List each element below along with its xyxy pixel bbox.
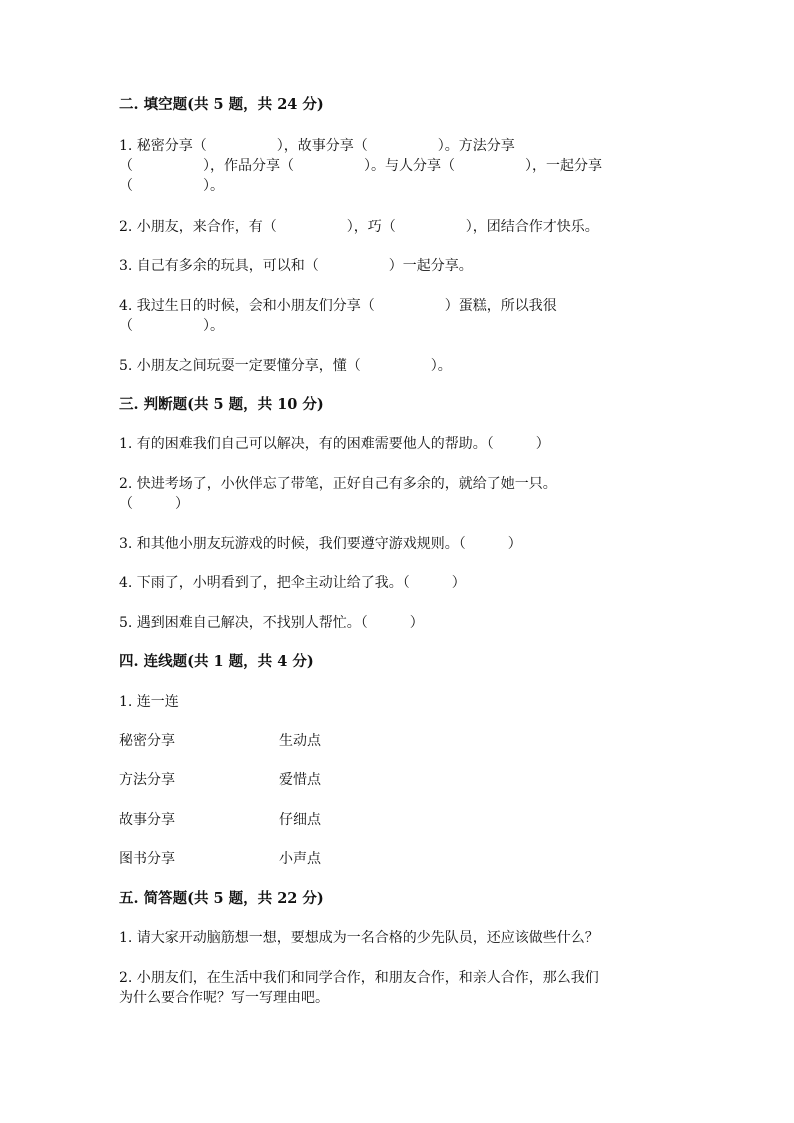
matching-right-item: 爱惜点 [279, 772, 321, 788]
matching-right-item: 生动点 [279, 733, 321, 749]
matching-right-item: 仔细点 [279, 812, 321, 828]
matching-row [119, 810, 519, 830]
question-line: 1. 秘密分享（ ），故事分享（ ）。方法分享 [119, 138, 515, 154]
matching-row [119, 770, 519, 790]
section-heading-matching: 四. 连线题(共 1 题，共 4 分) [119, 653, 314, 670]
question-line: 4. 下雨了，小明看到了，把伞主动让给了我。（ ） [119, 575, 466, 591]
question-line: 3. 自己有多余的玩具，可以和（ ）一起分享。 [119, 258, 473, 274]
question-line: （ ）。 [119, 318, 224, 334]
question-line: 2. 小朋友，来合作，有（ ），巧（ ），团结合作才快乐。 [119, 219, 599, 235]
question-line: 2. 小朋友们，在生活中我们和同学合作，和朋友合作，和亲人合作，那么我们 [119, 970, 599, 986]
matching-left-item: 方法分享 [119, 772, 175, 788]
section-heading-fill-in: 二. 填空题(共 5 题，共 24 分) [119, 96, 324, 113]
question-line: （ ），作品分享（ ）。与人分享（ ），一起分享 [119, 158, 602, 174]
question-line: 5. 小朋友之间玩耍一定要懂分享，懂（ ）。 [119, 358, 452, 374]
question-line: 4. 我过生日的时候，会和小朋友们分享（ ）蛋糕，所以我很 [119, 298, 557, 314]
question-line: （ ）。 [119, 178, 224, 194]
question-line: 2. 快进考场了，小伙伴忘了带笔，正好自己有多余的，就给了她一只。 [119, 476, 557, 492]
question-line: 为什么要合作呢？写一写理由吧。 [119, 990, 329, 1006]
question-line: 5. 遇到困难自己解决，不找别人帮忙。（ ） [119, 615, 424, 631]
matching-right-item: 小声点 [279, 851, 321, 867]
matching-left-item: 故事分享 [119, 812, 175, 828]
matching-left-item: 图书分享 [119, 851, 175, 867]
matching-row [119, 731, 519, 751]
question-line: 1. 有的困难我们自己可以解决，有的困难需要他人的帮助。（ ） [119, 436, 550, 452]
question-line: 1. 连一连 [119, 694, 179, 710]
matching-row [119, 849, 519, 869]
section-heading-short-answer: 五. 简答题(共 5 题，共 22 分) [119, 890, 324, 907]
question-line: （ ） [119, 496, 189, 512]
question-line: 3. 和其他小朋友玩游戏的时候，我们要遵守游戏规则。（ ） [119, 536, 522, 552]
question-line: 1. 请大家开动脑筋想一想，要想成为一名合格的少先队员，还应该做些什么？ [119, 930, 599, 946]
section-heading-true-false: 三. 判断题(共 5 题，共 10 分) [119, 396, 324, 413]
matching-left-item: 秘密分享 [119, 733, 175, 749]
